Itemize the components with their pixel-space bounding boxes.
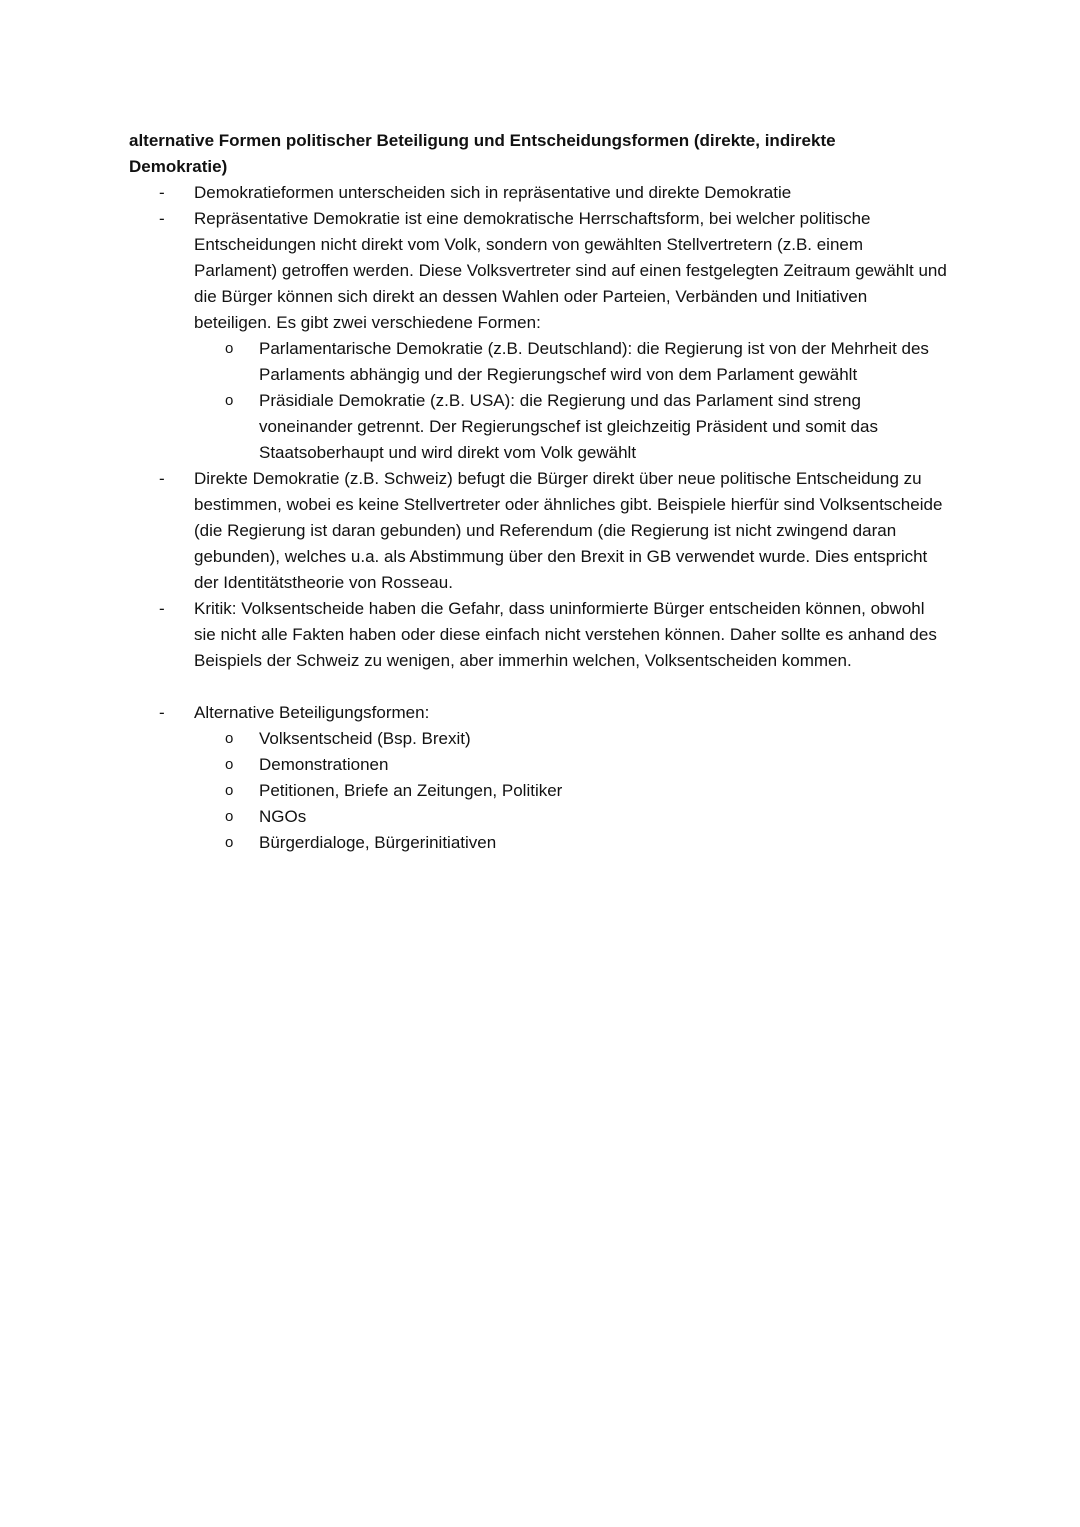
- list-item: [129, 700, 949, 856]
- sub-list-item-text: Bürgerdialoge, Bürgerinitiativen: [259, 833, 497, 852]
- sub-list-item-text: NGOs: [259, 807, 307, 826]
- sub-list-item: [194, 388, 949, 466]
- circle-bullet: o: [225, 340, 234, 357]
- list-item: [129, 596, 949, 674]
- main-bullet-list: [129, 180, 949, 856]
- sub-list-item: [194, 778, 949, 804]
- sub-list-item: [194, 726, 949, 752]
- list-item-text: Repräsentative Demokratie ist eine demokratische Herrschaftsform, bei welcher politische Entscheidungen nicht direkt vom Volk, sondern von gewählten Stellvertretern (z.B. einem Parlament) getroffen werden. Diese Volksvertreter sind auf einen festgelegten Zeitraum gewählt und die Bürger können sich direkt an dessen Wahlen oder Parteien, Verbänden und Initiativen beteiligen. Es gibt zwei verschiedene Formen:: [194, 209, 947, 332]
- list-item-text: Kritik: Volksentscheide haben die Gefahr, dass uninformierte Bürger entscheiden können, obwohl sie nicht alle Fakten haben oder diese einfach nicht verstehen können. Daher sollte es anhand des Beispiels der Schweiz zu wenigen, aber immerhin welchen, Volksentscheiden kommen.: [194, 599, 937, 670]
- circle-bullet: o: [225, 834, 234, 851]
- list-item-text: Alternative Beteiligungsformen:: [194, 703, 430, 722]
- circle-bullet: o: [225, 808, 234, 825]
- dash-bullet: -: [159, 703, 165, 722]
- list-item: [129, 180, 949, 206]
- participation-forms-list: [194, 726, 949, 856]
- dash-bullet: -: [159, 599, 165, 618]
- sub-list-item-text: Parlamentarische Demokratie (z.B. Deutschland): die Regierung ist von der Mehrheit des Parlaments abhängig und der Regierungschef wird von dem Parlament gewählt: [259, 339, 929, 384]
- sub-list-item-text: Präsidiale Demokratie (z.B. USA): die Regierung und das Parlament sind streng voneinander getrennt. Der Regierungschef ist gleichzeitig Präsident und somit das Staatsoberhaupt und wird direkt vom Volk gewählt: [259, 391, 878, 462]
- sub-list-item: [194, 336, 949, 388]
- list-item-text: Direkte Demokratie (z.B. Schweiz) befugt die Bürger direkt über neue politische Entscheidung zu bestimmen, wobei es keine Stellvertreter oder ähnliches gibt. Beispiele hierfür sind Volksentscheide (die Regierung ist daran gebunden) und Referendum (die Regierung ist nicht zwingend daran gebunden), welches u.a. als Abstimmung über den Brexit in GB verwendet wurde. Dies entspricht der Identitätstheorie von Rosseau.: [194, 469, 943, 592]
- democracy-forms-list: [194, 336, 949, 466]
- sub-list-item-text: Petitionen, Briefe an Zeitungen, Politiker: [259, 781, 563, 800]
- sub-list-item: [194, 752, 949, 778]
- sub-list-item: [194, 830, 949, 856]
- sub-list-item-text: Volksentscheid (Bsp. Brexit): [259, 729, 471, 748]
- circle-bullet: o: [225, 756, 234, 773]
- dash-bullet: -: [159, 183, 165, 202]
- dash-bullet: -: [159, 469, 165, 488]
- blank-line: [129, 674, 949, 700]
- list-item-text: Demokratieformen unterscheiden sich in repräsentative und direkte Demokratie: [194, 183, 792, 202]
- list-item: [129, 206, 949, 466]
- dash-bullet: -: [159, 209, 165, 228]
- document-body: [129, 128, 949, 856]
- document-heading: alternative Formen politischer Beteiligung und Entscheidungsformen (direkte, indirekte Demokratie): [129, 131, 836, 176]
- circle-bullet: o: [225, 782, 234, 799]
- sub-list-item-text: Demonstrationen: [259, 755, 389, 774]
- circle-bullet: o: [225, 730, 234, 747]
- list-item: [129, 466, 949, 596]
- circle-bullet: o: [225, 392, 234, 409]
- sub-list-item: [194, 804, 949, 830]
